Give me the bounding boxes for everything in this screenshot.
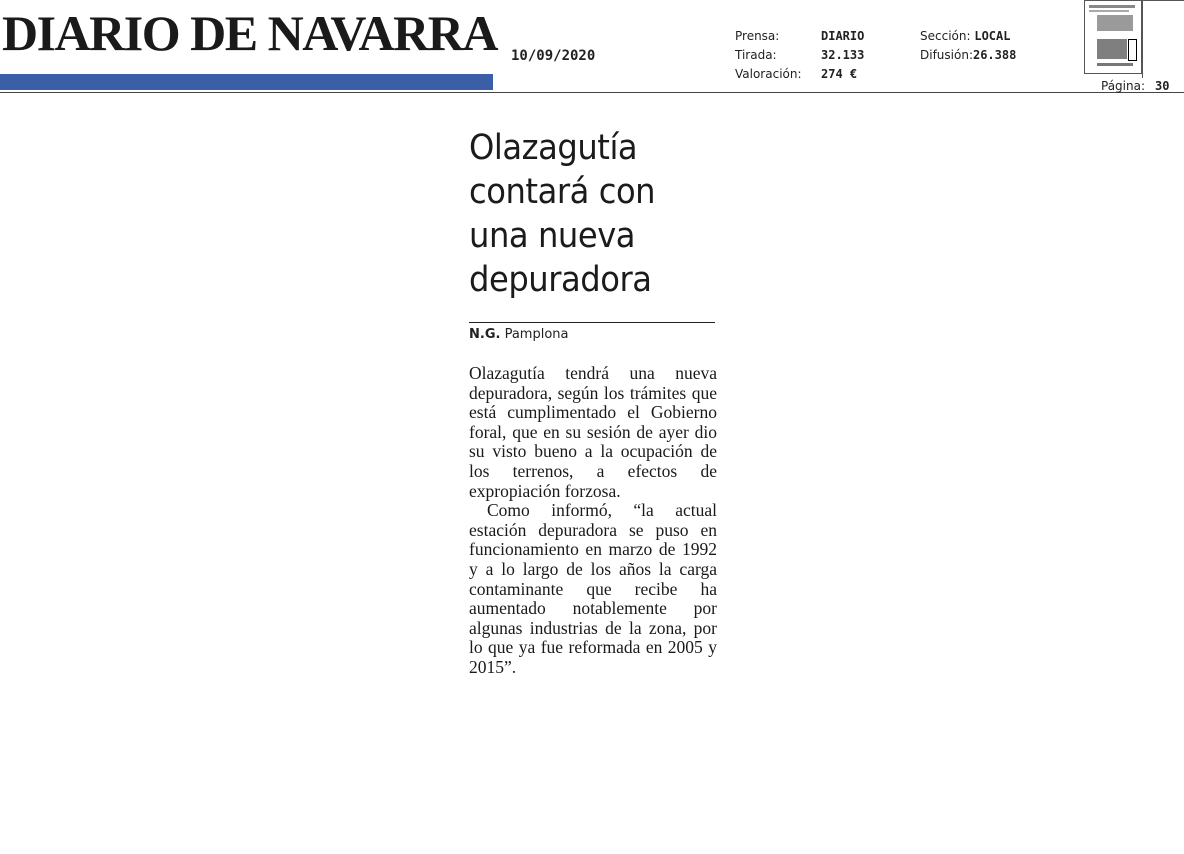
thumbnail-frame-top xyxy=(1143,0,1184,1)
page-number xyxy=(1101,79,1169,93)
prensa-label: Prensa: xyxy=(735,29,780,43)
article-byline xyxy=(469,327,569,342)
byline-place: Pamplona xyxy=(504,327,569,342)
tirada-label: Tirada: xyxy=(735,48,777,62)
page-thumbnail xyxy=(1084,0,1142,74)
thumbnail-frame-line xyxy=(1142,0,1143,78)
prensa-value: DIARIO xyxy=(821,29,865,43)
article-paragraph: Olazagutía tendrá una nueva depuradora, según los trámites que está cumplimentado el Gobierno foral, que en su sesión de ayer dio su visto bueno a la ocupación de los terrenos, a efectos de expropiación forzosa. xyxy=(469,363,717,501)
seccion-label: Sección: xyxy=(920,29,971,43)
byline-divider xyxy=(469,322,715,323)
difusion-value: 26.388 xyxy=(972,48,1017,62)
pagina-label: Página: xyxy=(1101,79,1146,93)
valoracion-value: 274 € xyxy=(821,67,858,81)
masthead-logo: DIARIO DE NAVARRA xyxy=(2,5,497,61)
press-metadata-left xyxy=(735,27,864,84)
valoracion-label: Valoración: xyxy=(735,67,802,81)
article-body xyxy=(469,364,717,678)
header-divider xyxy=(0,92,1184,93)
pagina-value: 30 xyxy=(1155,79,1170,93)
tirada-value: 32.133 xyxy=(821,48,865,62)
press-metadata-right xyxy=(920,27,1016,65)
difusion-label: Difusión: xyxy=(920,48,973,62)
article-headline: Olazagutía contará con una nueva depuradora xyxy=(469,128,656,300)
masthead-accent-bar xyxy=(0,74,493,90)
seccion-value: LOCAL xyxy=(974,29,1011,43)
publication-date: 10/09/2020 xyxy=(511,48,596,64)
article-paragraph: Como informó, “la actual estación depuradora se puso en funcionamiento en marzo de 1992 y a lo largo de los años la carga contaminante que recibe ha aumentado notablemente por algunas industrias de la zona, por lo que ya fue reformada en 2005 y 2015”. xyxy=(469,500,717,677)
byline-author: N.G. xyxy=(469,327,501,342)
article-location-marker xyxy=(1128,39,1137,61)
